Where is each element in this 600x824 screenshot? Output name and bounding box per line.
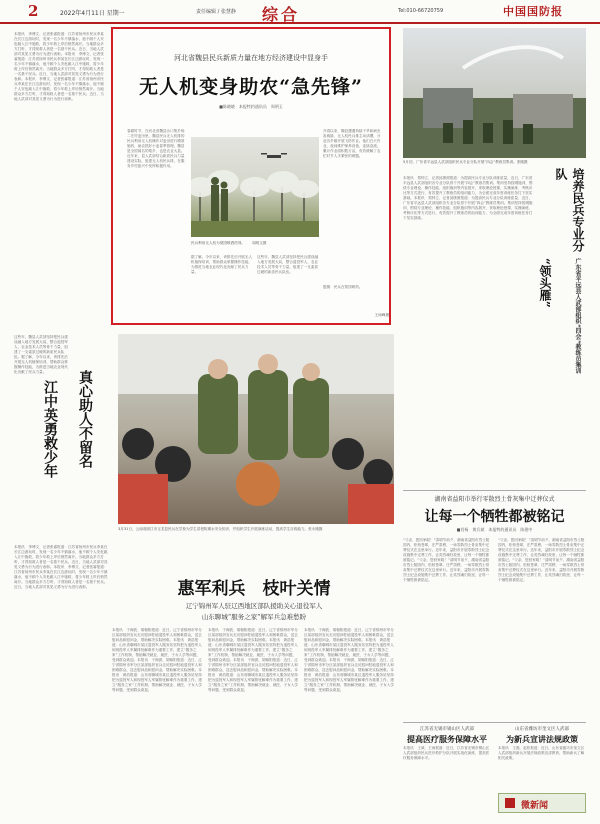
brief2-kicker: 山东省潍坊市奎文区人武部	[515, 727, 569, 732]
issue-date: 2022年4月11日 星期一	[60, 10, 125, 17]
section-title: 综合	[262, 5, 301, 24]
right-headline-second: “领头雁”	[538, 258, 552, 308]
brief2-body: 本报讯 王磊、赵松报道：近日，山东省潍坊市奎文区人武部组织新兵开展法规政策宣讲教育，帮助新兵了解相关政策。	[498, 746, 585, 760]
page-number: 2	[28, 2, 39, 20]
divider	[403, 490, 586, 491]
brief1-body: 本报讯 王威、王雨报道：近日，江苏省无锡市锡山区人武部组织民兵医疗救护分队开展实战化演练，提高医疗服务保障水平。	[403, 746, 490, 760]
left-headline-second: 江中英勇救少年	[42, 380, 58, 478]
bottom-headline: 惠军利兵 枝叶关情	[177, 579, 331, 599]
lead-footer-credit: 王雨峰摄	[374, 313, 389, 317]
brief2-headline: 为新兵宣讲法规政策	[506, 734, 578, 744]
honor-byline: ■肖杨 黄兵斌 本报特约通讯员 陈建中	[456, 527, 533, 532]
divider	[403, 722, 586, 723]
bottom-body-col2: 本报讯 于海波、胡翰阳报道：近日，辽宁省锦州市军分区某部组织官兵走访慰问驻地退役军人和困难群众，送去慰问品和慰问金，帮助解决实际困难。本报讯 黄浩报道：山东省聊城市某区退役军人服务站坚持把为退役军人和现役军人军属排忧解难作为重要工作，建立“服务之家”工作机制，帮助解决就业、就医、子女入学等问题，受到群众欢迎。本报讯 于海波、胡翰阳报道：近日，辽宁省锦州市军分区某部组织官兵走访慰问驻地退役军人和困难群众，送去慰问品和慰问金，帮助解决实际困难。本报讯 黄浩报道：山东省聊城市某区退役军人服务站坚持把为退役军人和现役军人军属排忧解难作为重要工作，建立“服务之家”工作机制，帮助解决就业、就医、子女入学等问题，受到群众欢迎。	[208, 628, 298, 692]
honor-body-right: “父亲，您回家啦！”清明节前夕，湖南省益阳市烈士陵园内，松柏苍翠，庄严肃穆，一场零散烈士骨灰集中迁葬仪式在这里举行。近年来，益阳市开展零散烈士纪念设施集中迁葬工作，让英烈魂归故里，让每一个牺牲都被铭记。“父亲，您回家啦！”清明节前夕，湖南省益阳市烈士陵园内，松柏苍翠，庄严肃穆，一场零散烈士骨灰集中迁葬仪式在这里举行。近年来，益阳市开展零散烈士纪念设施集中迁葬工作，让英烈魂归故里，让每一个牺牲都被铭记。	[498, 538, 585, 582]
brief1-headline: 提高医疗服务保障水平	[407, 734, 487, 744]
bottom-subhead-1: 辽宁锦州军人驻辽西地区部队援助关心退役军人	[185, 602, 323, 610]
brief1-kicker: 江苏省无锡市锡山区人武部	[420, 727, 474, 732]
middle-photo	[118, 334, 394, 524]
right-top-photo	[403, 28, 586, 158]
left-story-extra: 这些年，魏县人武部坚持把民兵建设融入地方发展大局，整合退役军人、农业技术人员等骨干力量，组建了一支素质过硬的新质民兵队伍。据了解，今年以来，该排先后开展无人机植保培训，帮助群众掌握操作技能，为推进当地农业现代化贡献了民兵力量。	[14, 335, 68, 374]
lead-body-col1: 春耕时节，在河北省魏县沙口集乡杨二庄村麦田里，魏县民兵无人机排的民兵利用无人机操作对麦田进行精准施药，助农抓好小麦春季管理。魏县是全国闻名的梨乡，也是农业大县。近年来，县人武部结合新质民兵力量建设实际，组建无人机民兵排，在服务乡村振兴中发挥积极作用。	[127, 129, 185, 168]
honor-kicker: 湖南省益阳市举行零散烈士骨灰集中迁葬仪式	[434, 496, 555, 503]
lead-byline: ■陈晓晓 本报特约通讯员 周明玉	[219, 104, 283, 109]
masthead	[0, 0, 600, 24]
middle-photo-caption: 3月31日，云南省丽江市玉龙县民兵在学校为学生讲授防溺水安全知识，并组织学生开展演练活动，提高学生自救能力。张永刚摄	[118, 527, 323, 531]
editor-credit: 责任编辑 / 张慧静	[196, 9, 236, 15]
left-story-body: 本报讯 李博文、记者张睿报道：江苏省扬州市民兵李某在长江边游玩时，发现一名少年不慎落水，他不顾个人安危跳入江中施救，将少年救上岸后悄然离开。当地群众多方打听，才得知救人者是一名基干民兵。近日，当地人武部对其见义勇为行为进行表彰。本报讯 李博文、记者张睿报道：江苏省扬州市民兵李某在长江边游玩时，发现一名少年不慎落水，他不顾个人安危跳入江中施救，将少年救上岸后悄然离开。当地群众多方打听，才得知救人者是一名基干民兵。近日，当地人武部对其见义勇为行为进行表彰。	[14, 545, 108, 589]
bottom-body-col1: 本报讯 于海波、胡翰阳报道：近日，辽宁省锦州市军分区某部组织官兵走访慰问驻地退役军人和困难群众，送去慰问品和慰问金，帮助解决实际困难。本报讯 黄浩报道：山东省聊城市某区退役军人服务站坚持把为退役军人和现役军人军属排忧解难作为重要工作，建立“服务之家”工作机制，帮助解决就业、就医、子女入学等问题，受到群众欢迎。本报讯 于海波、胡翰阳报道：近日，辽宁省锦州市军分区某部组织官兵走访慰问驻地退役军人和困难群众，送去慰问品和慰问金，帮助解决实际困难。本报讯 黄浩报道：山东省聊城市某区退役军人服务站坚持把为退役军人和现役军人军属排忧解难作为重要工作，建立“服务之家”工作机制，帮助解决就业、就医、子女入学等问题，受到群众欢迎。	[112, 628, 202, 692]
right-photo-caption: 5月初，广东省平远县人武部组织民兵专业分队开展“四会”教练员集训。张刚摄	[403, 160, 528, 164]
lead-body-col4: 这些年，魏县人武部坚持把民兵建设融入地方发展大局，整合退役军人、农业技术人员等骨干力量，组建了一支素质过硬的新质民兵队伍。	[257, 255, 319, 274]
lead-body-col2: 开春以来，魏县遭遇持续干旱和病虫害威胁，无人机民兵排主动请缨，分赴各乡镇开展飞防作业。他们白天作业，夜间维护保养设备，连续奋战，累计作业面积数万亩，有效缓解了农忙时节人手紧张的难题。	[323, 129, 381, 158]
right-headline-main: 培养民兵专业分队	[554, 168, 585, 252]
lead-footer-note: 题图：民兵在梨园喷药。	[323, 285, 363, 289]
telephone: Tel:010-66720759	[398, 8, 444, 14]
lead-photo-caption: 民兵利用无人机为梨园喷洒药剂。 周明玉摄	[191, 241, 267, 245]
bottom-body-col3: 本报讯 于海波、胡翰阳报道：近日，辽宁省锦州市军分区某部组织官兵走访慰问驻地退役军人和困难群众，送去慰问品和慰问金，帮助解决实际困难。本报讯 黄浩报道：山东省聊城市某区退役军人服务站坚持把为退役军人和现役军人军属排忧解难作为重要工作，建立“服务之家”工作机制，帮助解决就业、就医、子女入学等问题，受到群众欢迎。本报讯 于海波、胡翰阳报道：近日，辽宁省锦州市军分区某部组织官兵走访慰问驻地退役军人和困难群众，送去慰问品和慰问金，帮助解决实际困难。本报讯 黄浩报道：山东省聊城市某区退役军人服务站坚持把为退役军人和现役军人军属排忧解难作为重要工作，建立“服务之家”工作机制，帮助解决就业、就医、子女入学等问题，受到群众欢迎。	[304, 628, 394, 692]
right-subhead: 广东省平远县人武部组织“四会”教练员集训	[574, 258, 581, 374]
left-column-text: 本报讯 李博文、记者张睿报道：江苏省扬州市民兵李某在长江边游玩时，发现一名少年不慎落水，他不顾个人安危跳入江中施救，将少年救上岸后悄然离开。当地群众多方打听，才得知救人者是一名基干民兵。近日，当地人武部对其见义勇为行为进行表彰。本报讯 李博文、记者张睿报道：江苏省扬州市民兵李某在长江边游玩时，发现一名少年不慎落水，他不顾个人安危跳入江中施救，将少年救上岸后悄然离开。当地群众多方打听，才得知救人者是一名基干民兵。近日，当地人武部对其见义勇为行为进行表彰。本报讯 李博文、记者张睿报道：江苏省扬州市民兵李某在长江边游玩时，发现一名少年不慎落水，他不顾个人安危跳入江中施救，将少年救上岸后悄然离开。当地群众多方打听，才得知救人者是一名基干民兵。近日，当地人武部对其见义勇为行为进行表彰。	[14, 32, 104, 101]
children-classroom-illustration	[118, 334, 394, 524]
training-illustration	[403, 28, 586, 158]
drone-orchard-illustration	[191, 137, 319, 237]
lead-story	[111, 27, 391, 325]
bottom-subhead-2: 山东聊城“服务之家”解军兵急难愁盼	[201, 613, 307, 621]
honor-headline: 让每一个牺牲都被铭记	[424, 509, 565, 525]
newspaper-logo: 中国国防报	[503, 5, 563, 18]
micro-news-box	[498, 793, 586, 813]
lead-headline: 无人机变身助农“急先锋”	[139, 76, 363, 98]
honor-body-left: “父亲，您回家啦！”清明节前夕，湖南省益阳市烈士陵园内，松柏苍翠，庄严肃穆，一场零散烈士骨灰集中迁葬仪式在这里举行。近年来，益阳市开展零散烈士纪念设施集中迁葬工作，让英烈魂归故里，让每一个牺牲都被铭记。“父亲，您回家啦！”清明节前夕，湖南省益阳市烈士陵园内，松柏苍翠，庄严肃穆，一场零散烈士骨灰集中迁葬仪式在这里举行。近年来，益阳市开展零散烈士纪念设施集中迁葬工作，让英烈魂归故里，让每一个牺牲都被铭记。	[403, 538, 490, 582]
right-story-body: 本报讯 郑钟立、记者邱康照报道：为提高民兵专业分队训练质量，近日，广东省平远县人武部组织各专业分队骨干开展“四会”教练员集训。集训坚持按纲施训，围绕专业理论、操作技能、组织施训等内容展开，采取理论授课、实操演练、考核评比等方式进行，有效提升了教练员的组训能力，为全面完成年度训练任务打下坚实基础。本报讯 郑钟立、记者邱康照报道：为提高民兵专业分队训练质量，近日，广东省平远县人武部组织各专业分队骨干开展“四会”教练员集训。集训坚持按纲施训，围绕专业理论、操作技能、组织施训等内容展开，采取理论授课、实操演练、考核评比等方式进行，有效提升了教练员的组训能力，为全面完成年度训练任务打下坚实基础。	[403, 176, 533, 220]
micro-news-label: 微新闻	[521, 801, 549, 811]
lead-body-col3: 据了解，今年以来，该排先后开展无人机植保培训，帮助群众掌握操作技能，为推进当地农业现代化贡献了民兵力量。	[191, 255, 253, 274]
left-headline-main: 真心助人不留名	[77, 370, 93, 468]
micro-news-icon	[505, 798, 515, 808]
lead-kicker: 河北省魏县民兵新质力量在地方经济建设中显身手	[174, 54, 328, 62]
lead-photo	[191, 137, 319, 237]
